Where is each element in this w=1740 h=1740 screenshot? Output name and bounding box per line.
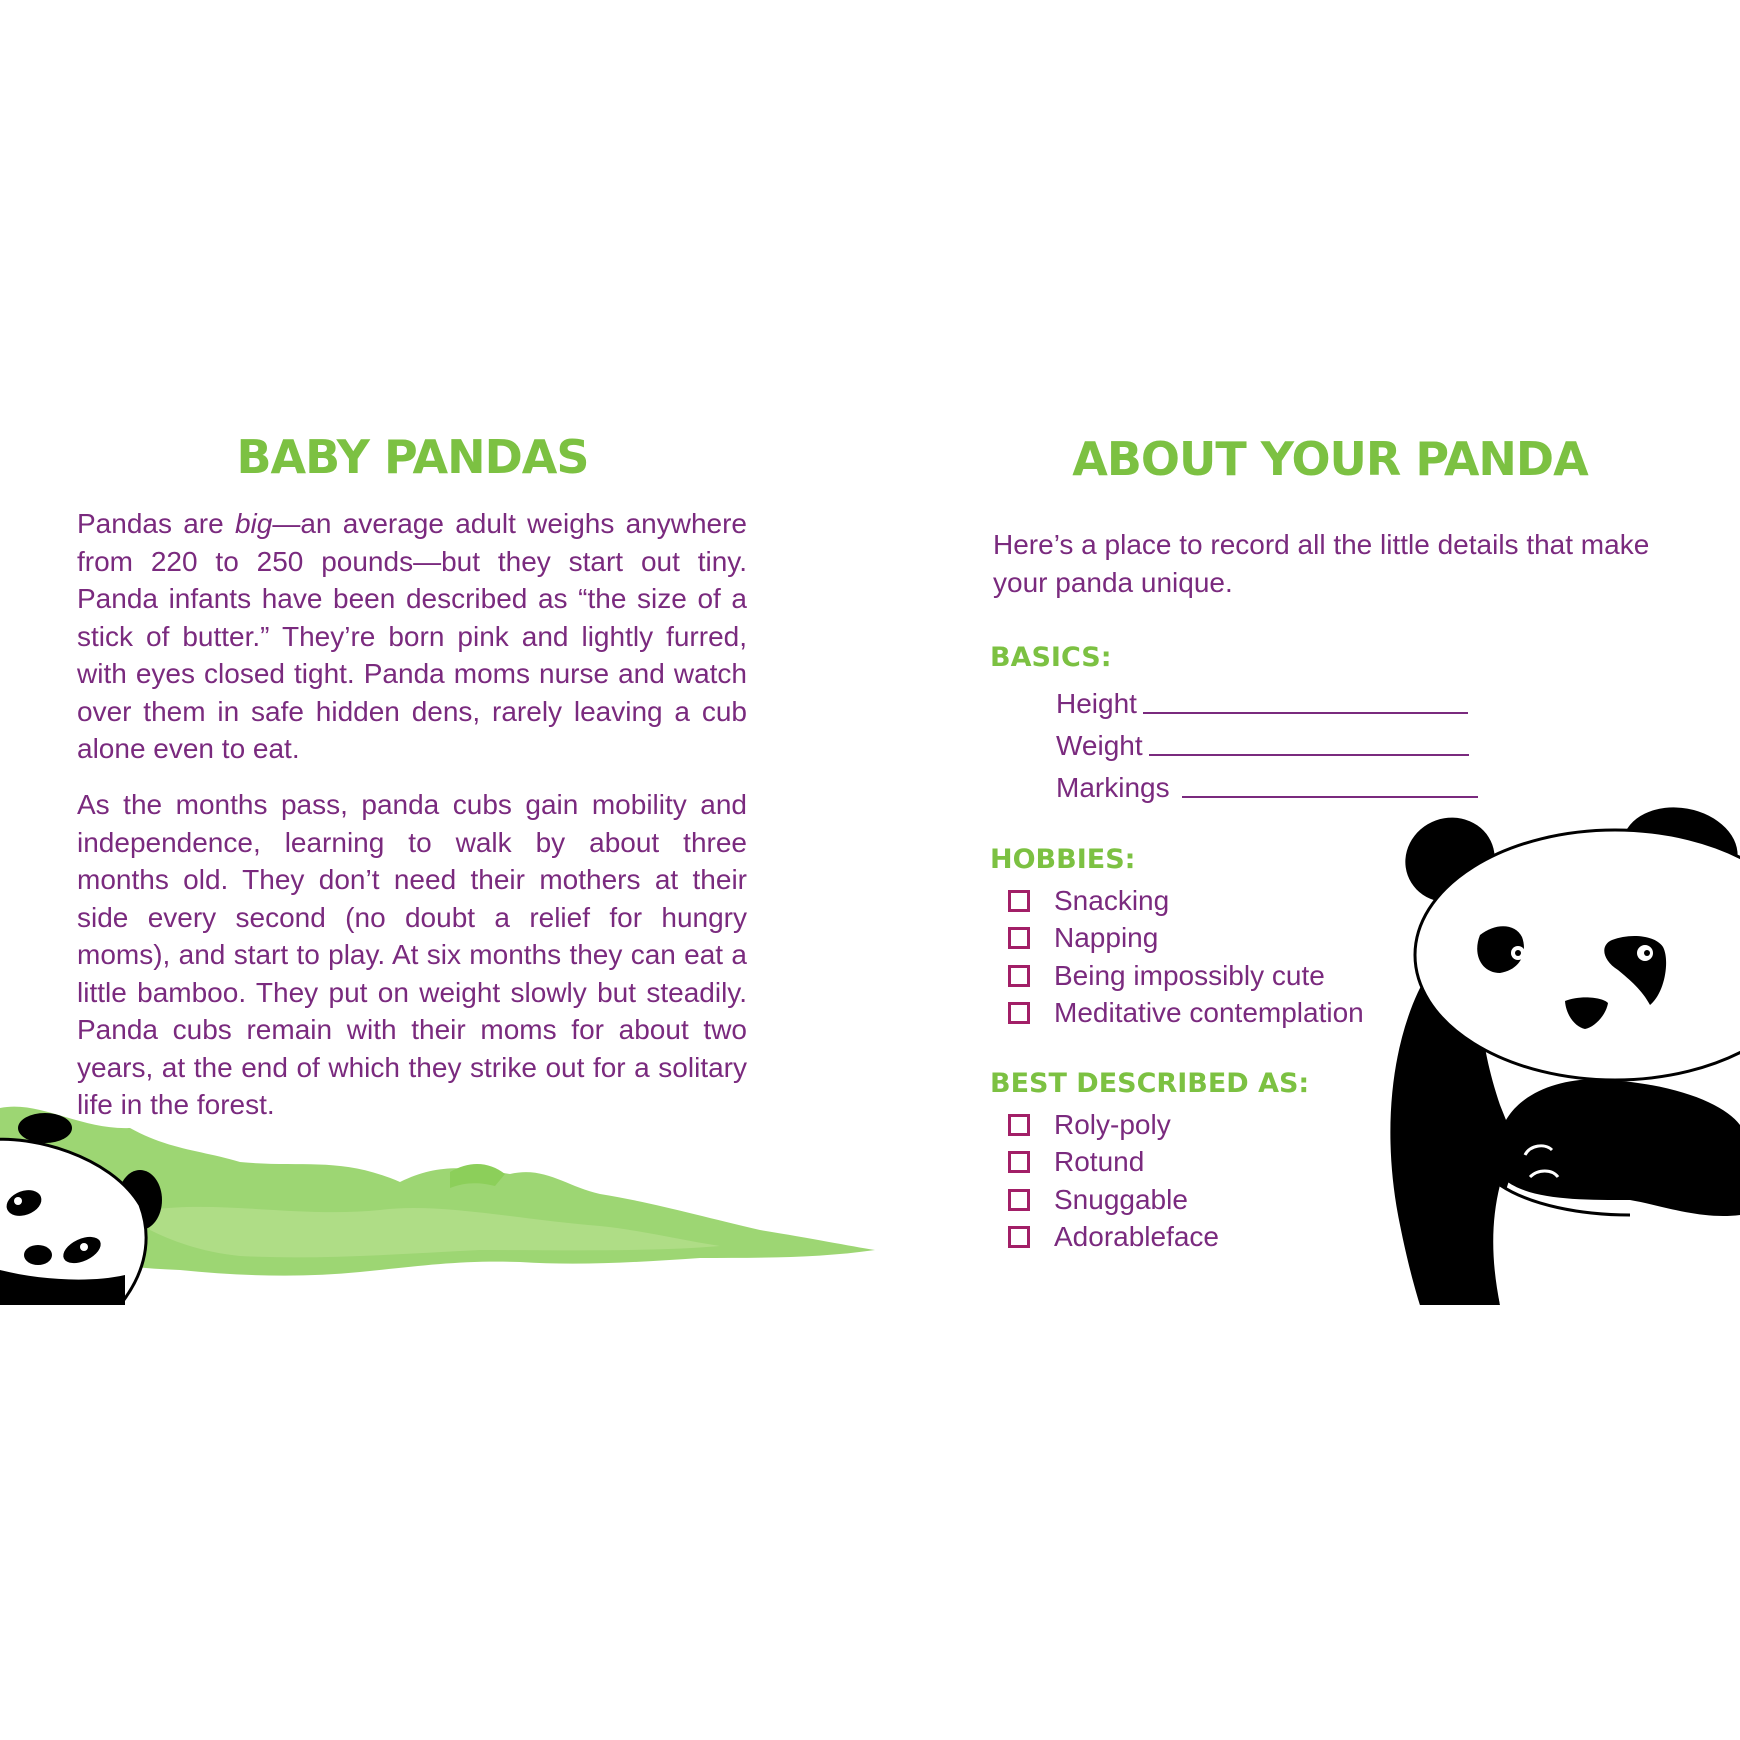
height-field[interactable] [1056, 688, 1468, 720]
checkbox[interactable] [1008, 1151, 1030, 1173]
checkbox[interactable] [1008, 1114, 1030, 1136]
hobbies-checklist [1008, 882, 1364, 1032]
option-label: Adorableface [1054, 1221, 1220, 1253]
markings-field[interactable] [1056, 772, 1478, 804]
height-label: Height [1056, 688, 1137, 719]
hobby-option[interactable] [1008, 882, 1364, 920]
hobby-option[interactable] [1008, 957, 1364, 995]
option-label: Rotund [1054, 1146, 1145, 1178]
description-option[interactable] [1008, 1181, 1219, 1219]
checkbox[interactable] [1008, 1002, 1030, 1024]
left-page-title: BABY PANDAS [236, 430, 589, 484]
emphasis-big: big [234, 508, 273, 539]
panda-cub-illustration [0, 1105, 165, 1305]
option-label: Napping [1054, 922, 1159, 954]
markings-line[interactable] [1182, 796, 1478, 798]
best-described-heading: BEST DESCRIBED AS: [990, 1068, 1310, 1099]
option-label: Roly-poly [1054, 1108, 1171, 1140]
basics-heading: BASICS: [990, 642, 1112, 673]
option-label: Being impossibly cute [1054, 959, 1325, 991]
weight-line[interactable] [1149, 754, 1469, 756]
checkbox[interactable] [1008, 1189, 1030, 1211]
paragraph-1-start: Pandas are [77, 508, 235, 539]
right-page-title: ABOUT YOUR PANDA [1072, 432, 1588, 486]
hobby-option[interactable] [1008, 995, 1364, 1033]
best-described-checklist [1008, 1106, 1219, 1256]
height-line[interactable] [1143, 712, 1468, 714]
weight-label: Weight [1056, 730, 1143, 761]
description-option[interactable] [1008, 1144, 1219, 1182]
checkbox[interactable] [1008, 965, 1030, 987]
paragraph-1 [77, 505, 747, 768]
checkbox[interactable] [1008, 890, 1030, 912]
hobby-option[interactable] [1008, 920, 1364, 958]
paragraph-1-rest: —an average adult weighs anywhere from 220 to 250 pounds—but they start out tiny. Panda infants have been described as “the size of a stick of butter.” They’re born pink and lightly furred, with eyes closed tight. Panda moms nurse and watch over them in safe hidden dens, rarely leaving a cub alone even to eat. [77, 508, 747, 764]
paragraph-2: As the months pass, panda cubs gain mobility and independence, learning to walk by about three months old. They don’t need their mothers at their side every second (no doubt a relief for hungry moms), and start to play. At six months they can eat a little bamboo. They put on weight slowly but steadily. Panda cubs remain with their moms for about two years, at the end of which they strike out for a solitary life in the forest. [77, 789, 747, 1120]
option-label: Snacking [1054, 884, 1170, 916]
intro-text: Here’s a place to record all the little details that make your panda unique. [993, 529, 1650, 598]
option-label: Snuggable [1054, 1183, 1188, 1215]
checkbox[interactable] [1008, 1226, 1030, 1248]
markings-label: Markings [1056, 772, 1170, 803]
panda-illustration [1380, 805, 1740, 1305]
weight-field[interactable] [1056, 730, 1469, 762]
checkbox[interactable] [1008, 927, 1030, 949]
option-label: Meditative contemplation [1054, 997, 1364, 1029]
hobbies-heading: HOBBIES: [990, 844, 1136, 875]
description-option[interactable] [1008, 1219, 1219, 1257]
description-option[interactable] [1008, 1106, 1219, 1144]
